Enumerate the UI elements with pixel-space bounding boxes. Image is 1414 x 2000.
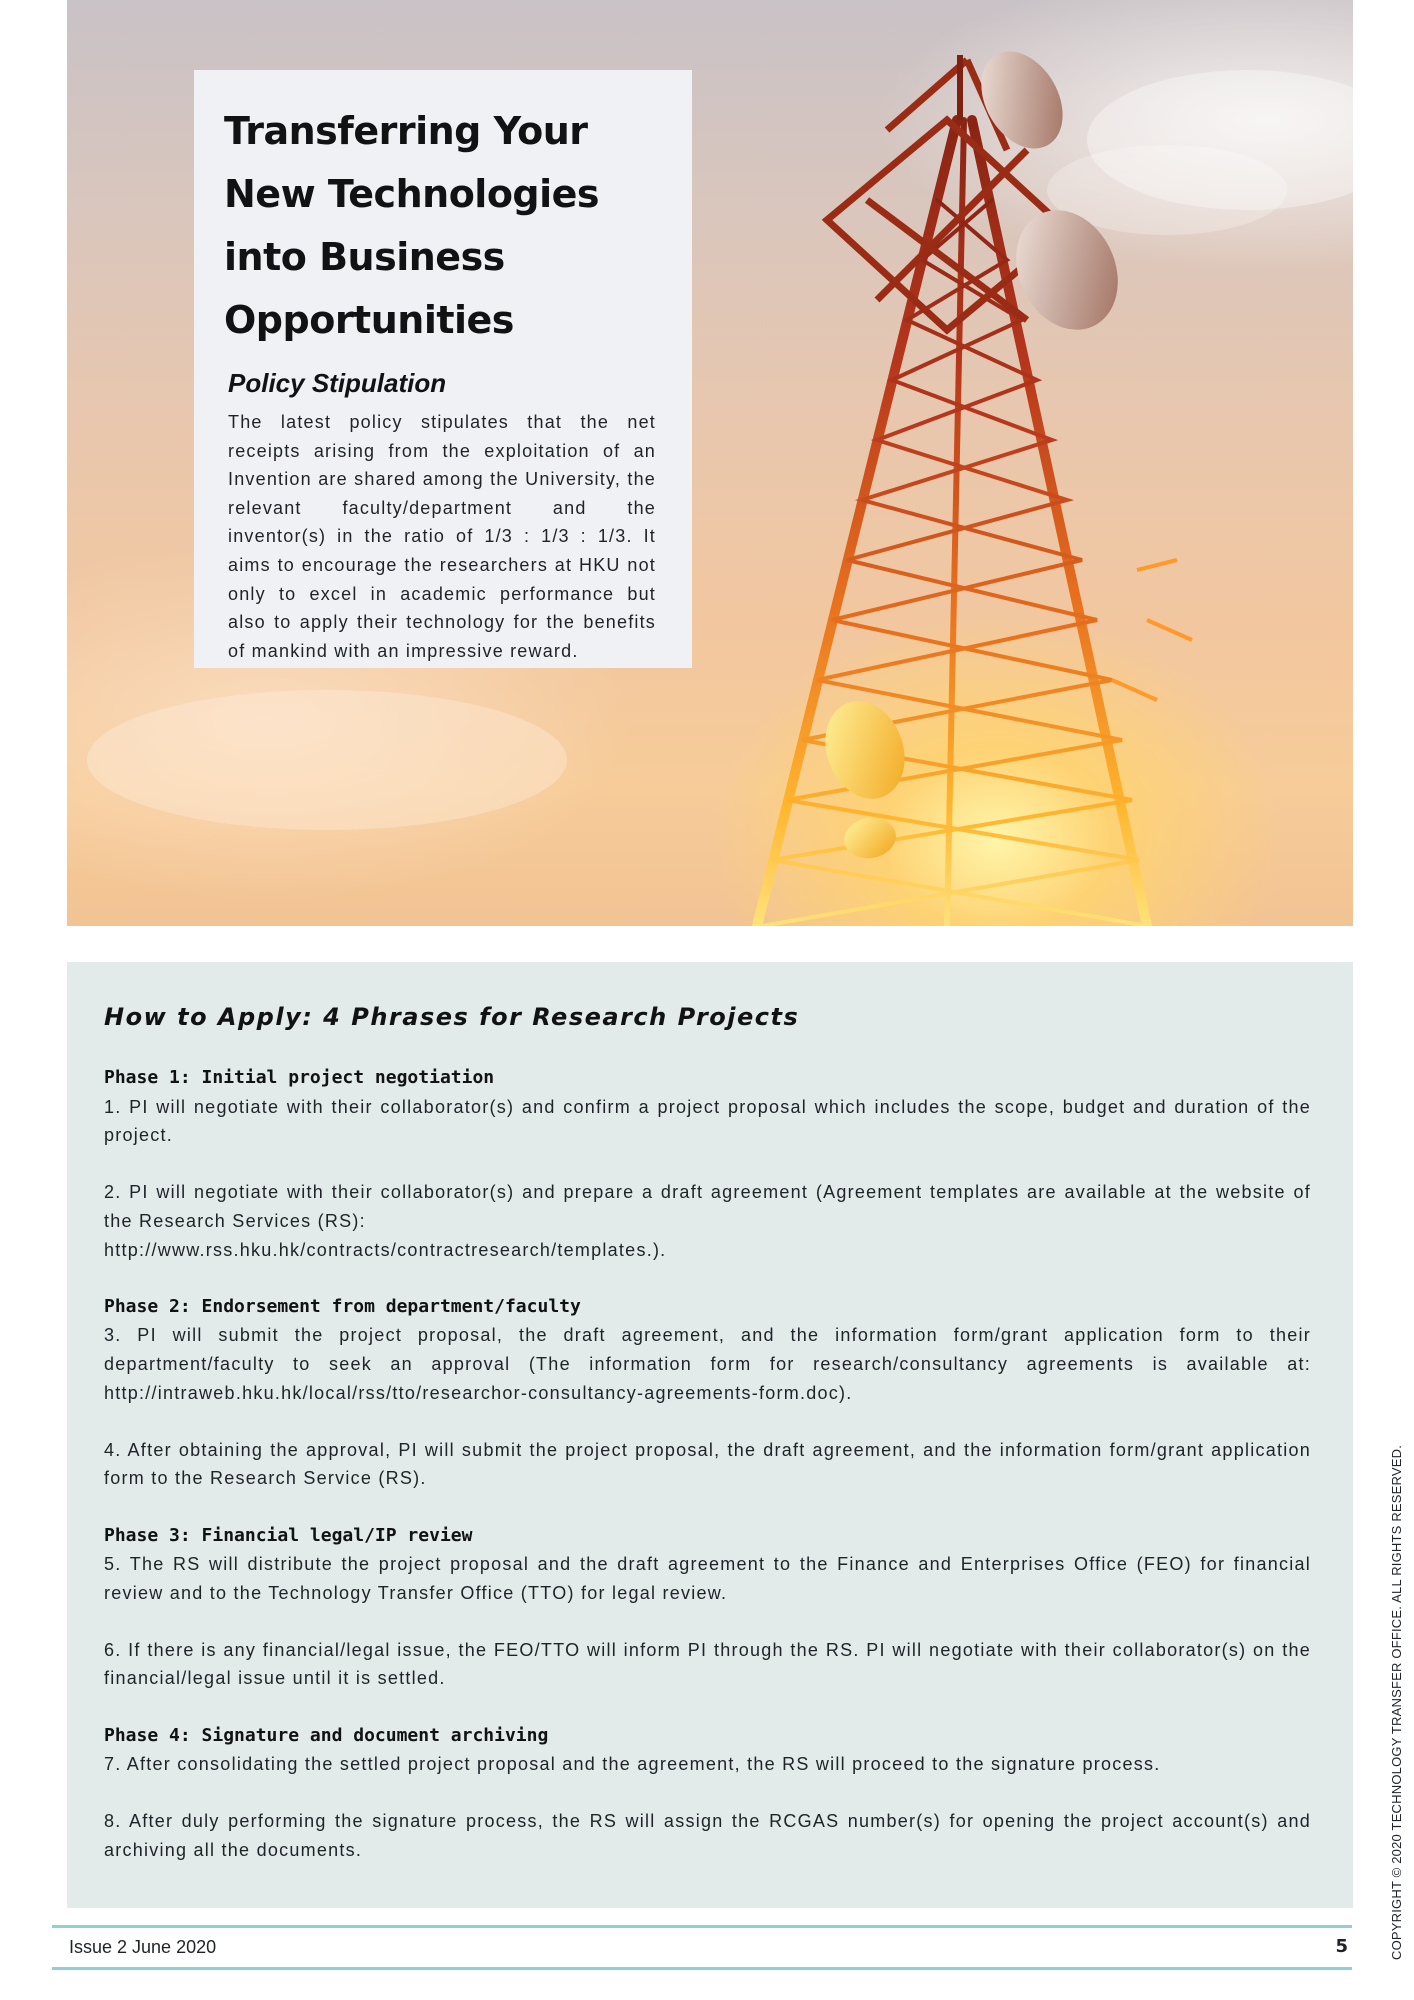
how-to-apply-title: How to Apply: 4 Phrases for Research Projects xyxy=(104,1003,800,1031)
phase-heading: Phase 4: Signature and document archiving xyxy=(104,1724,549,1746)
issue-label: Issue 2 June 2020 xyxy=(69,1937,217,1957)
phase-heading: Phase 3: Financial legal/IP review xyxy=(104,1524,473,1546)
phase-1 xyxy=(104,1064,1311,1264)
footer-rule-bottom xyxy=(52,1967,1352,1970)
intro-card xyxy=(194,70,692,668)
step-7: 7. After consolidating the settled project proposal and the agreement, the RS will proceed to the signature process. xyxy=(104,1754,1161,1775)
step-4: 4. After obtaining the approval, PI will submit the project proposal, the draft agreement, and the information form/grant application form to the Research Service (RS). xyxy=(104,1439,1311,1489)
step-8: 8. After duly performing the signature process, the RS will assign the RCGAS number(s) for opening the project account(s) and archiving all the documents. xyxy=(104,1811,1311,1861)
policy-subtitle: Policy Stipulation xyxy=(228,368,447,398)
footer-rule-top xyxy=(52,1925,1352,1928)
step-3: 3. PI will submit the project proposal, the draft agreement, and the information form/grant application form to their department/faculty to seek an approval (The information form for research/consultancy agreements is available at: http://intraweb.hku.hk/local/rss/tto/researchor-consultancy-agreements-form.doc). xyxy=(104,1325,1311,1403)
page-title: Transferring Your New Technologies into Business Opportunities xyxy=(224,109,600,342)
step-2: 2. PI will negotiate with their collaborator(s) and prepare a draft agreement (Agreement templates are available at the website of the Research Services (RS): xyxy=(104,1182,1311,1231)
copyright-notice: COPYRIGHT © 2020 TECHNOLOGY TRANSFER OFFICE. ALL RIGHTS RESERVED. xyxy=(1389,1444,1404,1960)
step-5: 5. The RS will distribute the project proposal and the draft agreement to the Finance and Enterprises Office (FEO) for financial review and to the Technology Transfer Office (TTO) for legal review. xyxy=(104,1554,1311,1603)
page-number: 5 xyxy=(1335,1936,1348,1957)
policy-paragraph: The latest policy stipulates that the net receipts arising from the exploitation of an Invention are shared among the University, the relevant faculty/department and the inventor(s) in the ratio of 1/3 : 1/3 : 1/3. It aims to encourage the researchers at HKU not only to excel in academic performance but also to apply their technology for the benefits of mankind with an impressive reward. xyxy=(228,412,656,661)
hero-image xyxy=(67,0,1353,926)
step-6: 6. If there is any financial/legal issue, the FEO/TTO will inform PI through the RS. PI will negotiate with their collaborator(s) on the financial/legal issue until it is settled. xyxy=(104,1639,1311,1689)
phase-heading: Phase 1: Initial project negotiation xyxy=(104,1067,495,1088)
how-to-apply-section xyxy=(67,962,1353,1908)
phase-heading: Phase 2: Endorsement from department/faculty xyxy=(104,1295,581,1317)
phase-2 xyxy=(104,1293,1311,1493)
phase-3 xyxy=(104,1522,1311,1694)
step-1: 1. PI will negotiate with their collaborator(s) and confirm a project proposal which includes the scope, budget and duration of the project. xyxy=(104,1096,1311,1146)
templates-link[interactable]: http://www.rss.hku.hk/contracts/contractresearch/templates.). xyxy=(104,1239,667,1260)
phase-4 xyxy=(104,1722,1311,1865)
